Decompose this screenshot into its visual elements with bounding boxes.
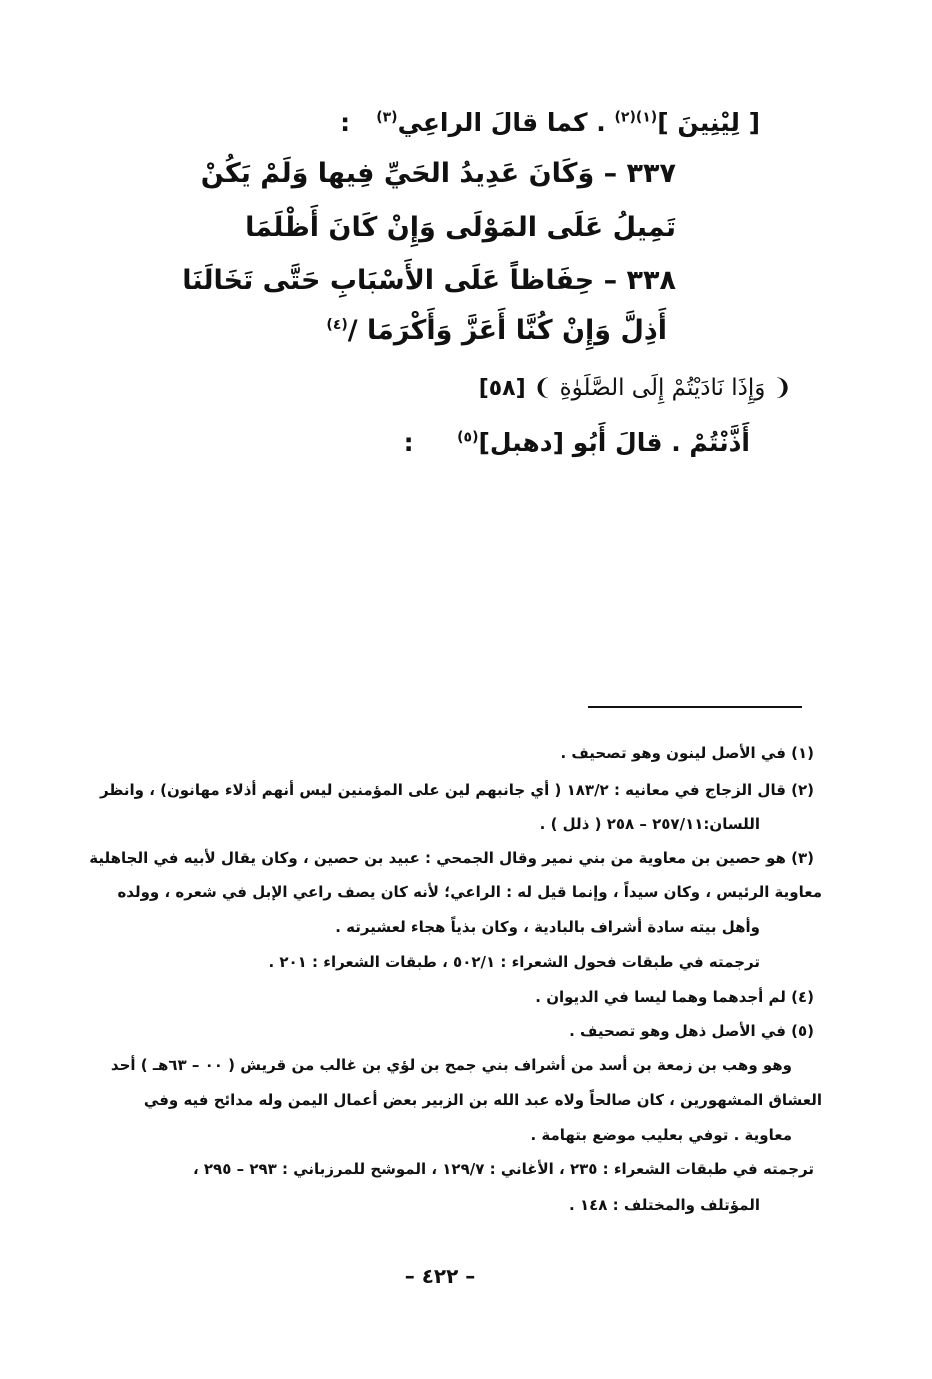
quran-text: وَإِذَا نَادَيْتُمْ إِلَى الصَّلَوٰةِ [559,375,766,401]
page-number: – ٤٢٢ – [404,1264,476,1288]
verse-338-b-text: أَذِلَّ وَإِنْ كُنَّا أَعَزَّ وَأَكْرَمَا / [347,315,667,346]
verse-338-second-hemistich [326,315,667,346]
footnote-ref-3: (٣) [376,109,398,126]
footnote-1: (١) في الأصل لينون وهو تصحيف . [560,744,814,762]
footnote-4: (٤) لم أجدهما وهما ليسا في الديوان . [535,988,814,1006]
footnote-5-line-4: معاوية . توفي بعليب موضع بتهامة . [530,1126,792,1144]
footnote-3-line-3: وأهل بيته سادة أشراف بالبادية ، وكان بذياً هجاء لعشيرته . [335,918,760,936]
quran-bracket-close: ❩ [532,375,553,401]
footnote-5-line-3: العشاق المشهورين ، كان صالحاً ولاه عبد الله بن الزبير بعض أعمال اليمن وله مدائح فيه وفي [143,1091,822,1109]
verse-337-second-hemistich: تَمِيلُ عَلَى المَوْلَى وَإِنْ كَانَ أَظْلَمَا [245,212,676,243]
footnote-3-line-1: (٣) هو حصين بن معاوية من بني نمير وقال الجمحي : عبيد بن حصين ، وكان يقال لأبيه في الجاهلية [89,849,814,867]
adhantum-line [404,428,750,457]
footnote-5-line-2: وهو وهب بن زمعة بن أسد من أشراف بني جمح بن لؤي بن غالب من قريش ( ٠٠ – ٦٣هـ ) أحد [110,1056,792,1074]
word-linin: لِيْنِينَ [677,108,740,137]
adhantum-text: أَذَّنْتُمْ . قالَ أَبُو [دهبل] [478,428,750,457]
intro-text: . كما قالَ الراعِي [397,108,606,137]
adhantum-colon: : [403,428,414,457]
quran-verse-number: [٥٨] [478,376,526,401]
footnote-ref-5: (٥) [457,429,479,446]
footnote-ref-4: (٤) [326,317,348,333]
footnote-3-line-2: معاوية الرئيس ، وكان سيداً ، وإنما قيل له : الراعي؛ لأنه كان يصف راعي الإبل في شعره ، وولده [117,883,822,901]
intro-colon: : [340,108,351,137]
footnote-3-line-4: ترجمته في طبقات فحول الشعراء : ٥٠٢/١ ، طبقات الشعراء : ٢٠١ . [268,953,760,971]
footnote-2-line-2: اللسان:٢٥٧/١١ – ٢٥٨ ( ذلل ) . [539,815,760,833]
footnote-separator [588,706,802,708]
quran-verse-line [459,375,792,401]
verse-337-first-hemistich: ٣٣٧ – وَكَانَ عَدِيدُ الحَيِّ فِيها وَلَمْ يَكُنْ [200,158,676,189]
footnote-2-line-1: (٢) قال الزجاج في معانيه : ١٨٣/٢ ( أي جانبهم لين على المؤمنين ليس أنهم أذلاء مهانون) ، وانظر [99,781,814,799]
footnote-ref-1-2: (١)(٢) [614,109,658,126]
quran-bracket-open: ❨ [772,375,792,401]
footnote-5-line-6: المؤتلف والمختلف : ١٤٨ . [569,1196,760,1214]
footnote-5-line-5: ترجمته في طبقات الشعراء : ٢٣٥ ، الأغاني : ١٢٩/٧ ، الموشح للمرزباني : ٢٩٣ – ٢٩٥ ، [192,1160,814,1178]
footnote-5-line-1: (٥) في الأصل ذهل وهو تصحيف . [569,1022,814,1040]
verse-338-first-hemistich: ٣٣٨ – حِفَاظاً عَلَى الأَسْبَابِ حَتَّى تَخَالَنَا [182,265,676,296]
bracket-open: [ [748,108,760,137]
bracket-close: ] [657,108,669,137]
intro-line [340,108,760,137]
